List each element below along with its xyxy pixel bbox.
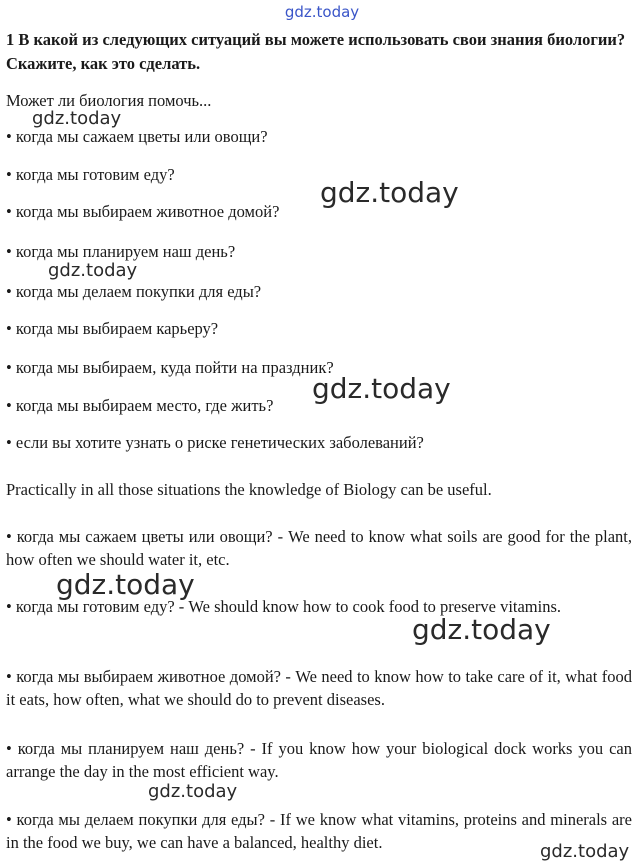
header-watermark: gdz.today xyxy=(284,3,360,21)
bullet-item: • если вы хотите узнать о риске генетических заболеваний? xyxy=(6,433,424,452)
bullet-item: • когда мы выбираем карьеру? xyxy=(6,319,219,338)
bullet-item: • когда мы делаем покупки для еды? xyxy=(6,282,262,301)
answer-paragraph: • когда мы сажаем цветы или овощи? - We need to know what soils are good for the plant, how often we should water it, etc. xyxy=(6,527,632,569)
watermark-text: gdz.today xyxy=(48,260,138,281)
watermark-text: gdz.today xyxy=(320,176,459,209)
intro-text: Может ли биология помочь... xyxy=(6,91,212,110)
answer-paragraph: • когда мы готовим еду? - We should know how to cook food to preserve vitamins. xyxy=(6,597,562,616)
watermark-text: gdz.today xyxy=(412,613,551,646)
watermark-text: gdz.today xyxy=(312,372,451,405)
bullet-item: • когда мы сажаем цветы или овощи? xyxy=(6,127,268,146)
watermark-text: gdz.today xyxy=(32,108,122,129)
bullet-item: • когда мы готовим еду? xyxy=(6,165,175,184)
bullet-item: • когда мы выбираем животное домой? xyxy=(6,202,280,221)
answer-paragraph: • когда мы выбираем животное домой? - We need to know how to take care of it, what food it eats, how often, what we should do to prevent diseases. xyxy=(6,667,632,709)
answer-paragraph: • когда мы делаем покупки для еды? - If we know what vitamins, proteins and minerals are in the food we buy, we can have a balanced, healthy diet. xyxy=(6,810,632,852)
watermark-text: gdz.today xyxy=(148,781,238,802)
summary-text: Practically in all those situations the knowledge of Biology can be useful. xyxy=(6,480,492,499)
bullet-item: • когда мы планируем наш день? xyxy=(6,242,236,261)
watermark-text: gdz.today xyxy=(56,568,195,601)
watermark-text: gdz.today xyxy=(540,841,630,862)
bullet-item: • когда мы выбираем, куда пойти на праздник? xyxy=(6,358,334,377)
question-title: 1 В какой из следующих ситуаций вы можете использовать свои знания биологии? Скажите, как это сделать. xyxy=(6,30,626,73)
answer-paragraph: • когда мы планируем наш день? - If you know how your biological dock works you can arrange the day in the most efficient way. xyxy=(6,739,632,781)
bullet-item: • когда мы выбираем место, где жить? xyxy=(6,396,274,415)
